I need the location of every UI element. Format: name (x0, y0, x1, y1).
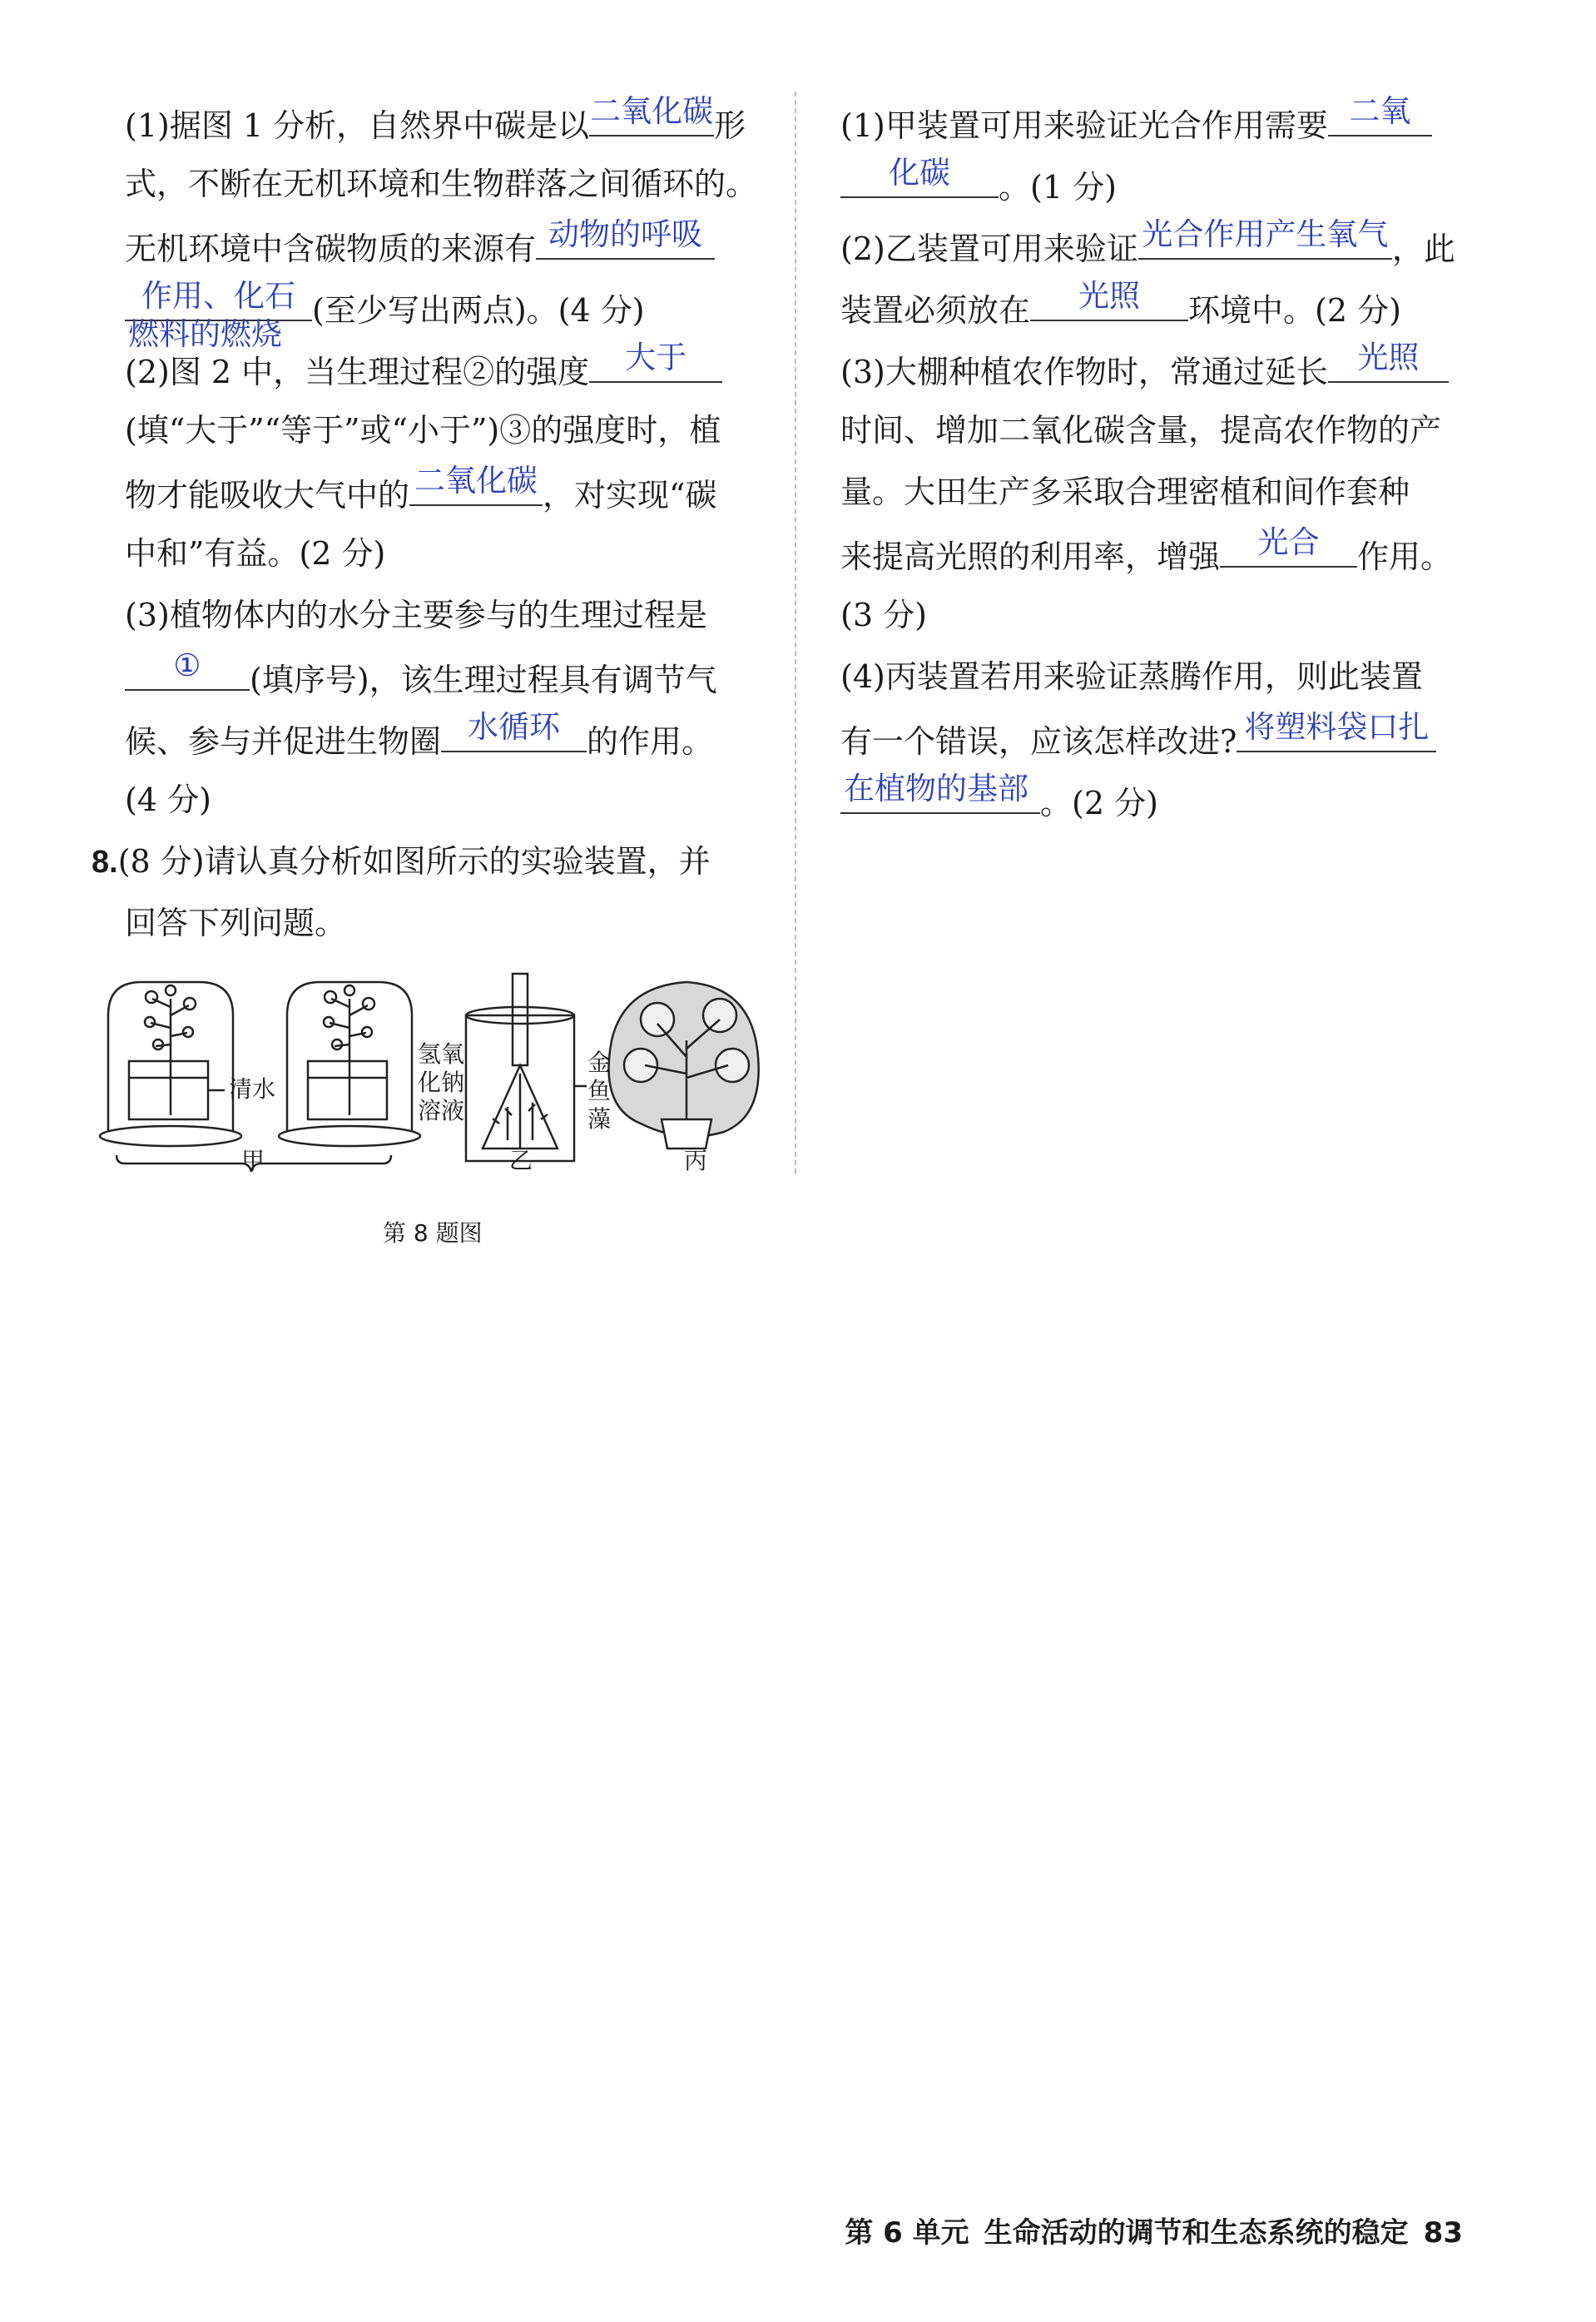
q7-3-line2: ① (填序号)，该生理过程具有调节气 (125, 646, 757, 707)
label-bing: 丙 (684, 1147, 708, 1174)
q7-2-line3: 物才能吸收大气中的 二氧化碳 ，对实现“碳 (125, 463, 717, 514)
bagged-potted-plant (609, 982, 759, 1149)
q7-2-line1: (2)图 2 中，当生理过程②的强度 大于 (125, 338, 757, 399)
handwritten-answer: 光合作用产生氧气 (1142, 216, 1389, 252)
q8-3-line5: (3 分) (840, 597, 927, 633)
column-divider (795, 92, 796, 1173)
q7-1-line2: 式，不断在无机环境和生物群落之间循环的。 (125, 166, 758, 202)
q8-line2: 回答下列问题。 (125, 905, 347, 941)
left-column (92, 92, 758, 954)
label-water: 清水 (229, 1075, 276, 1103)
handwritten-answer: 动物的呼吸 (548, 216, 703, 252)
q7-1-line3: 无机环境中含碳物质的来源有 动物的呼吸 (125, 215, 757, 276)
answer-blank (1328, 338, 1449, 383)
answer-blank (1328, 92, 1432, 136)
label-algae-2: 鱼 (587, 1077, 612, 1104)
q7-1-line1: (1)据图 1 分析，自然界中碳是以 二氧化碳 形 (125, 93, 746, 144)
handwritten-answer: 光照 (1078, 278, 1141, 314)
answer-blank (1030, 276, 1188, 321)
q7-3-line1: (3)植物体内的水分主要参与的生理过程是 (125, 597, 707, 633)
handwritten-answer: 化碳 (889, 155, 950, 191)
handwritten-answer: ① (173, 647, 201, 683)
handwritten-answer: 在植物的基部 (844, 771, 1028, 806)
right-column (840, 92, 1473, 831)
q8-2-line2: 装置必须放在 光照 环境中。(2 分) (840, 278, 1401, 329)
handwritten-answer: 水循环 (468, 709, 561, 745)
answer-blank (441, 707, 587, 752)
q7-2-line4: 中和”有益。(2 分) (125, 535, 386, 572)
handwritten-answer: 大于 (625, 340, 687, 375)
page-footer (830, 2210, 1463, 2250)
experiment-figure (92, 957, 774, 1182)
q8-line1: 8.(8 分)请认真分析如图所示的实验装置，并 (92, 843, 711, 880)
answer-blank (840, 769, 1040, 814)
answer-blank (589, 92, 714, 136)
q8-4-line2: 有一个错误，应该怎样改进? 将塑料袋口扎 (840, 707, 1473, 769)
q7-2-line2: (填“大于”“等于”或“小于”)③的强度时，植 (125, 412, 721, 449)
label-naoh-1: 氢氧 (418, 1040, 465, 1068)
label-naoh-3: 溶液 (418, 1097, 465, 1124)
answer-blank (840, 153, 999, 198)
q8-1-line2: 化碳 。(1 分) (840, 153, 1473, 215)
handwritten-answer: 二氧化碳 (414, 463, 538, 499)
q8-1-line1: (1)甲装置可用来验证光合作用需要 二氧 (840, 92, 1473, 153)
answer-blank (1220, 523, 1357, 568)
answer-blank (589, 338, 722, 383)
bell-jar-water (100, 982, 241, 1146)
unit-label: 第 6 单元 (845, 2216, 969, 2250)
page-number: 83 (1423, 2216, 1463, 2250)
q8-4-line3: 在植物的基部 。(2 分) (840, 769, 1473, 831)
label-naoh-2: 化钠 (418, 1069, 465, 1096)
q8-4-line1: (4)丙装置若用来验证蒸腾作用，则此装置 (840, 658, 1423, 695)
handwritten-answer: 光照 (1357, 340, 1420, 375)
label-algae-3: 藻 (587, 1105, 612, 1133)
answer-blank (1237, 707, 1436, 752)
handwritten-answer: 燃料的燃烧 (128, 316, 282, 352)
q8-3-line1: (3)大棚种植农作物时，常通过延长 光照 (840, 338, 1473, 399)
answer-blank (125, 276, 312, 352)
label-yi: 乙 (509, 1147, 533, 1174)
handwritten-answer: 将塑料袋口扎 (1244, 709, 1430, 745)
q8-3-line4: 来提高光照的利用率，增强 光合 作用。 (840, 524, 1453, 575)
bell-jar-naoh (279, 982, 420, 1146)
handwritten-answer: 二氧 (1349, 93, 1411, 129)
handwritten-answer: 二氧化碳 (590, 93, 714, 129)
answer-blank (125, 646, 250, 691)
beaker-algae (466, 974, 574, 1161)
answer-blank (1138, 215, 1392, 260)
q7-3-line4: (4 分) (125, 781, 211, 818)
handwritten-answer: 作用、化石 (141, 278, 295, 314)
handwritten-answer: 光合 (1257, 524, 1320, 560)
q8-2-line1: (2)乙装置可用来验证 光合作用产生氧气 ，此 (840, 216, 1455, 267)
q7-1-line4: 作用、化石 燃料的燃烧 (至少写出两点)。(4 分) (125, 276, 757, 338)
unit-title: 生命活动的调节和生态系统的稳定 (984, 2216, 1409, 2250)
q8-3-line2: 时间、增加二氧化碳含量，提高农作物的产 (840, 412, 1442, 449)
answer-blank (409, 461, 543, 506)
q7-3-line3: 候、参与并促进生物圈 水循环 的作用。 (125, 709, 714, 760)
answer-blank (536, 215, 715, 260)
label-jia: 甲 (241, 1147, 265, 1174)
label-algae-1: 金 (587, 1049, 612, 1076)
q8-3-line3: 量。大田生产多采取合理密植和间作套种 (840, 474, 1410, 510)
figure-caption: 第 8 题图 (383, 1219, 483, 1247)
question-number: 8. (92, 845, 118, 880)
